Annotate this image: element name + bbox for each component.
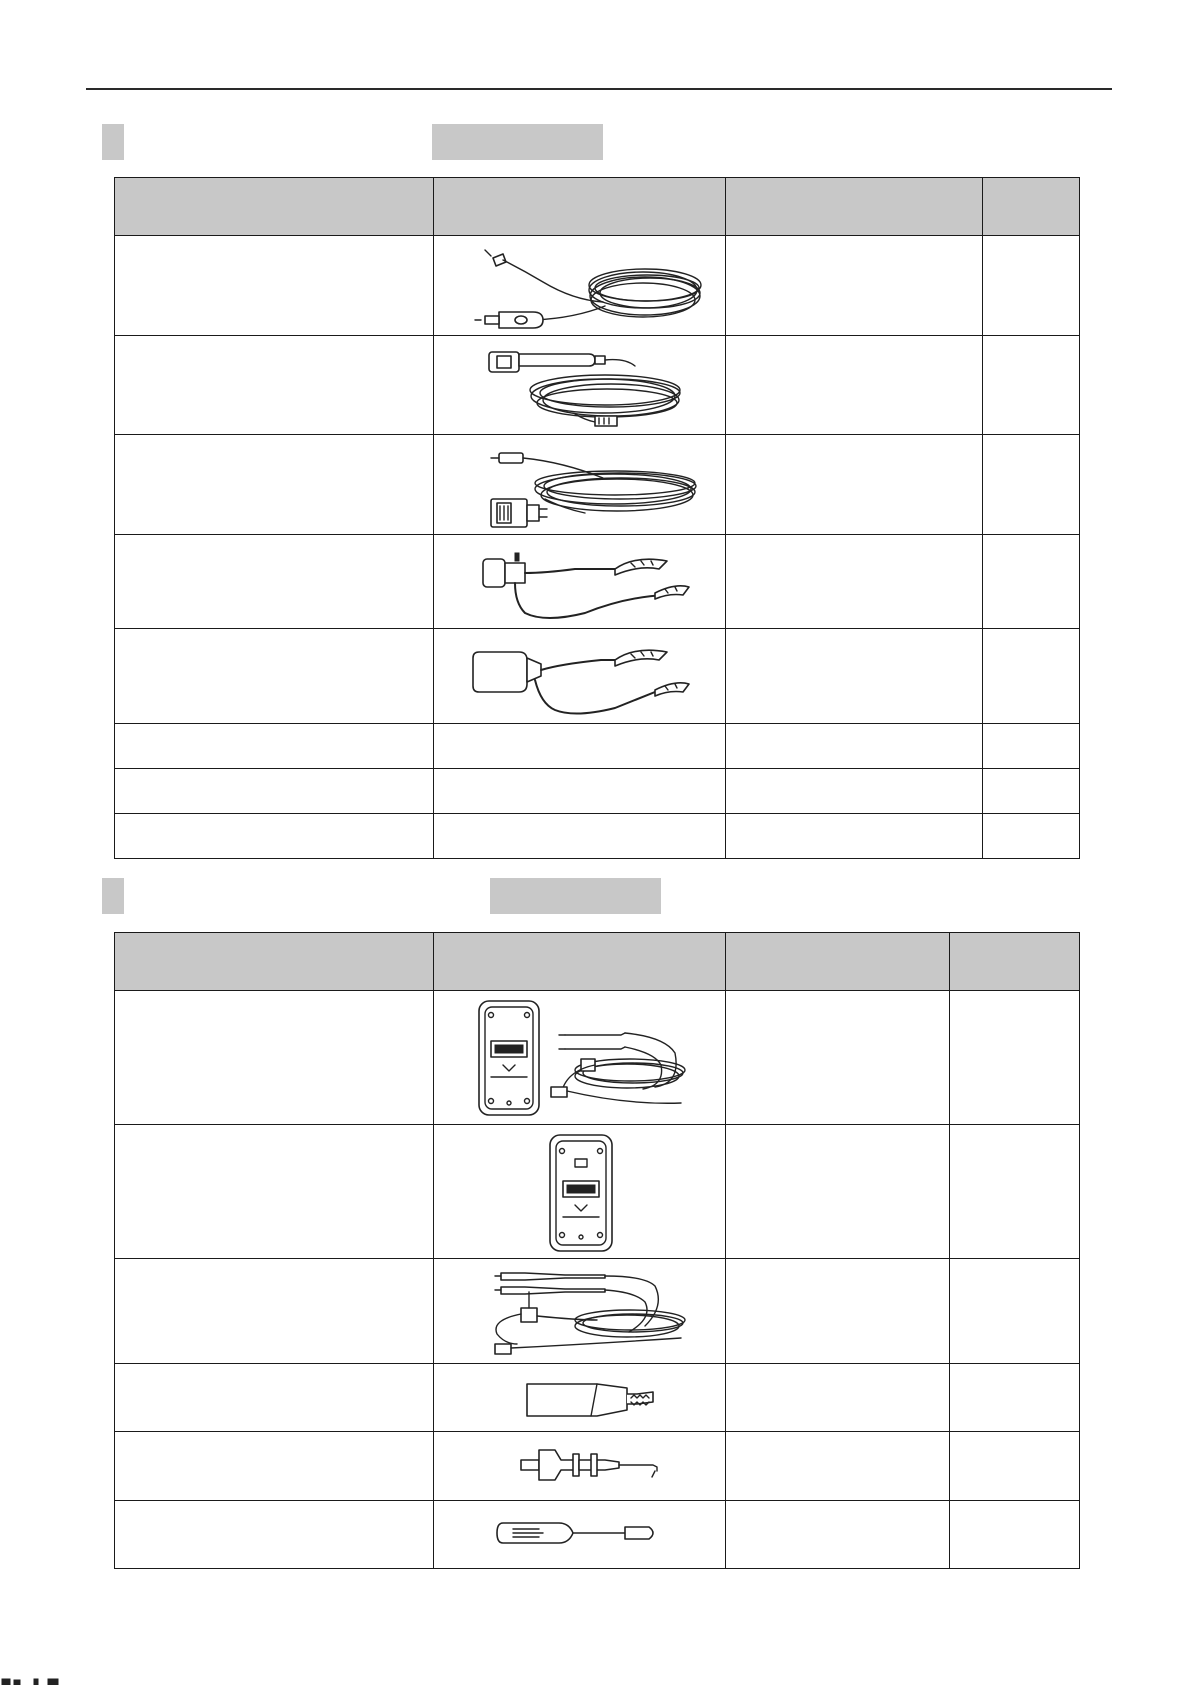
item-name [115, 814, 434, 859]
item-quantity [983, 724, 1080, 769]
item-quantity [983, 629, 1080, 724]
multimeter-module-image [455, 1129, 705, 1255]
item-image [434, 336, 726, 435]
serial-data-cable-image [455, 439, 705, 531]
table-row [115, 769, 1080, 814]
table-header-row [115, 178, 1080, 236]
item-name [115, 535, 434, 629]
item-part-number [726, 1125, 950, 1259]
item-name [115, 1432, 434, 1501]
item-name [115, 236, 434, 336]
item-image [434, 1259, 726, 1364]
item-quantity [950, 1432, 1080, 1501]
item-quantity [983, 814, 1080, 859]
item-image [434, 991, 726, 1125]
item-name [115, 724, 434, 769]
item-quantity [983, 236, 1080, 336]
item-quantity [983, 336, 1080, 435]
item-part-number [726, 435, 983, 535]
table-row [115, 336, 1080, 435]
table-row [115, 535, 1080, 629]
battery-clip-cable-a-image [455, 539, 705, 625]
item-image [434, 1432, 726, 1501]
item-part-number [726, 336, 983, 435]
item-image [434, 1501, 726, 1569]
item-part-number [726, 1259, 950, 1364]
item-name [115, 1125, 434, 1259]
item-quantity [983, 535, 1080, 629]
test-leads-image [455, 1262, 705, 1360]
section1-highlight [432, 124, 603, 160]
item-name [115, 435, 434, 535]
table-row [115, 629, 1080, 724]
item-part-number [726, 1364, 950, 1432]
item-name [115, 991, 434, 1125]
item-part-number [726, 991, 950, 1125]
item-part-number [726, 769, 983, 814]
multimeter-module-with-leads-image [455, 995, 705, 1121]
accessory-table-2 [114, 932, 1080, 1569]
header-image [434, 933, 726, 991]
item-part-number [726, 724, 983, 769]
item-part-number [726, 236, 983, 336]
header-name [115, 178, 434, 236]
alligator-clip-image [455, 1368, 705, 1428]
item-name [115, 629, 434, 724]
item-image [434, 236, 726, 336]
header-name [115, 933, 434, 991]
header-image [434, 178, 726, 236]
header-rule [86, 88, 1112, 90]
table-row [115, 1125, 1080, 1259]
item-image [434, 769, 726, 814]
table-row [115, 991, 1080, 1125]
car-charger-cable-image [455, 240, 705, 332]
header-quantity [950, 933, 1080, 991]
item-quantity [983, 769, 1080, 814]
item-part-number [726, 814, 983, 859]
table-row [115, 435, 1080, 535]
header-part-number [726, 178, 983, 236]
item-image [434, 435, 726, 535]
adapter-cable-image [455, 340, 705, 430]
accessory-table-1 [114, 177, 1080, 859]
battery-clip-cable-b-image [455, 632, 705, 720]
table-row [115, 1432, 1080, 1501]
header-quantity [983, 178, 1080, 236]
table-row [115, 1259, 1080, 1364]
item-part-number [726, 1501, 950, 1569]
item-quantity [950, 1125, 1080, 1259]
item-image [434, 535, 726, 629]
item-part-number [726, 535, 983, 629]
item-part-number [726, 1432, 950, 1501]
item-name [115, 1364, 434, 1432]
table-row [115, 236, 1080, 336]
item-quantity [950, 1501, 1080, 1569]
item-image [434, 724, 726, 769]
item-part-number [726, 629, 983, 724]
table-row [115, 1364, 1080, 1432]
item-image [434, 814, 726, 859]
item-name [115, 1501, 434, 1569]
table-row [115, 724, 1080, 769]
item-name [115, 1259, 434, 1364]
table-row [115, 1501, 1080, 1569]
section2-marker [102, 878, 124, 914]
section2-highlight [490, 878, 661, 914]
section1-marker [102, 124, 124, 160]
item-quantity [950, 991, 1080, 1125]
cut-off-footer-text [0, 1677, 70, 1685]
header-part-number [726, 933, 950, 991]
item-name [115, 769, 434, 814]
probe-tip-image [455, 1505, 705, 1565]
item-quantity [950, 1364, 1080, 1432]
item-quantity [950, 1259, 1080, 1364]
item-quantity [983, 435, 1080, 535]
table-header-row [115, 933, 1080, 991]
item-image [434, 629, 726, 724]
hook-probe-image [455, 1436, 705, 1496]
item-image [434, 1364, 726, 1432]
table-row [115, 814, 1080, 859]
item-image [434, 1125, 726, 1259]
item-name [115, 336, 434, 435]
